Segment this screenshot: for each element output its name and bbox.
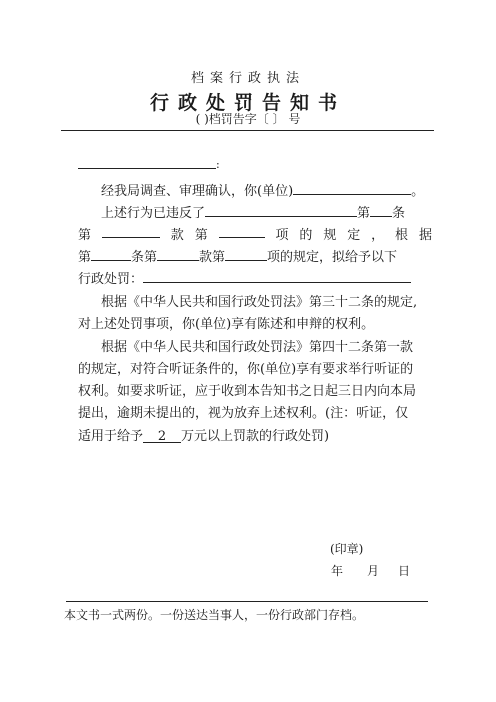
char-de: 的: [299, 228, 313, 243]
violation-di: 第: [357, 206, 371, 221]
char-comma: ，: [371, 228, 385, 243]
char-ding: 定: [347, 228, 361, 243]
footer-rule: [66, 601, 428, 602]
hearing-line-5: [78, 425, 329, 444]
violation-line-2: [78, 224, 432, 243]
law-name-blank: [205, 203, 357, 217]
hearing-suffix: 万元以上罚款的行政处罚): [181, 429, 330, 444]
hearing-prefix: 适用于给予: [78, 429, 144, 444]
item-blank: [219, 224, 265, 238]
basis-clause-blank: [157, 247, 199, 261]
seal-label: (印章): [330, 542, 364, 556]
statement-line-2: 对上述处罚事项，你(单位)享有陈述和申辩的权利。: [78, 317, 375, 332]
hearing-line-4: 提出，逾期未提出的，视为放弃上述权利。(注：听证，仅: [78, 406, 409, 421]
addressee-colon: :: [216, 158, 220, 171]
char-xiang: 项: [275, 228, 289, 243]
header-rule: [61, 130, 434, 131]
char-kuan: 款: [170, 228, 184, 243]
violation-line-1: [101, 202, 405, 221]
article-blank: [370, 203, 392, 217]
penalty-line: [78, 268, 411, 287]
violation-line-3: [78, 246, 397, 265]
basis-item-blank: [225, 247, 267, 261]
char-di: 第: [78, 228, 92, 243]
footer-note: 本文书一式两份。一份送达当事人，一份行政部门存档。: [64, 608, 365, 622]
hearing-line-1: 根据《中华人民共和国行政处罚法》第四十二条第一款: [101, 340, 414, 355]
char-ju: 据: [418, 228, 432, 243]
basis-di: 第: [78, 250, 92, 265]
basis-tiao: 条第: [131, 250, 158, 265]
finding-end: 。: [411, 184, 425, 199]
clause-blank: [102, 224, 160, 238]
penalty-blank: [143, 269, 411, 283]
basis-tail: 项的规定，拟给予以下: [267, 250, 398, 265]
violation-text: 上述行为已违反了: [101, 206, 206, 221]
date-month: 月: [367, 564, 380, 578]
statement-line-1: 根据《中华人民共和国行政处罚法》第三十二条的规定,: [101, 295, 418, 310]
addressee-blank: [78, 168, 216, 169]
hearing-line-2: 的规定，对符合听证条件的，你(单位)享有要求举行听证的: [78, 362, 414, 377]
hearing-line-3: 权利。如要求听证，应于收到本告知书之日起三日内向本局: [78, 384, 417, 399]
subtitle: 档案行政执法: [190, 71, 305, 86]
basis-article-blank: [91, 247, 131, 261]
page-title: 行政处罚告知书: [149, 92, 346, 114]
penalty-label: 行政处罚：: [78, 272, 144, 287]
char-di-2: 第: [194, 228, 208, 243]
char-gen: 根: [395, 228, 409, 243]
violation-tiao: 条: [392, 206, 406, 221]
date-day: 日: [398, 564, 411, 578]
basis-kuan: 款第: [199, 250, 226, 265]
char-gui: 规: [323, 228, 337, 243]
finding-blank: [293, 181, 411, 195]
amount-field: 2: [143, 429, 181, 443]
finding-text: 经我局调查、审理确认，你(单位): [101, 184, 294, 199]
date-year: 年: [331, 564, 344, 578]
finding-paragraph: [101, 180, 424, 199]
document-number: ( )档罚告字〔 〕 号: [195, 112, 301, 126]
